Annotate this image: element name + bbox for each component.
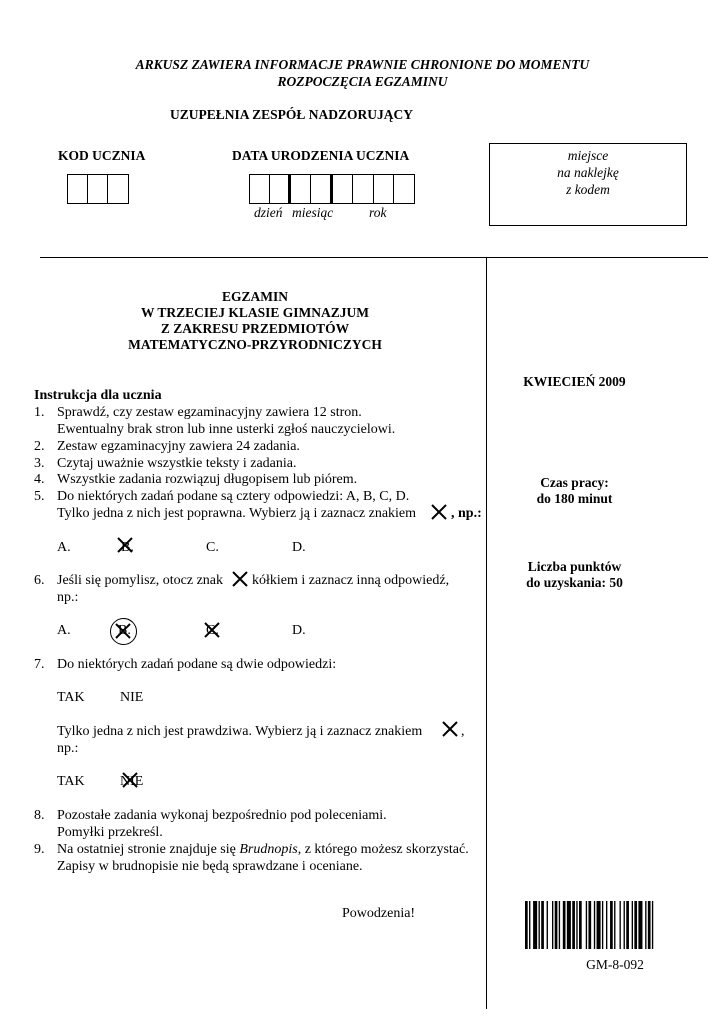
- points-label: Liczba punktów: [527, 559, 622, 574]
- instruction-number: 8.: [34, 808, 45, 823]
- work-time: [487, 475, 662, 507]
- instruction-number: 3.: [34, 456, 45, 471]
- option-d: D.: [292, 540, 306, 555]
- points-info: [487, 559, 662, 591]
- instruction-1b: Ewentualny brak stron lub inne usterki zgłoś nauczycielowi.: [57, 422, 396, 437]
- barcode-bar: [555, 901, 558, 949]
- barcode-bar: [547, 901, 548, 949]
- instruction-number: 7.: [34, 657, 45, 672]
- barcode-bar: [541, 901, 544, 949]
- barcode-bar: [606, 901, 607, 949]
- warning-line1: ARKUSZ ZAWIERA INFORMACJE PRAWNIE CHRONIONE DO MOMENTU: [135, 57, 590, 72]
- barcode-bar: [624, 901, 625, 949]
- barcode-bar: [567, 901, 571, 949]
- barcode-bar: [572, 901, 575, 949]
- option-a: A.: [57, 540, 71, 555]
- instruction-number: 5.: [34, 489, 45, 504]
- barcode-bar: [533, 901, 537, 949]
- barcode-bar: [597, 901, 601, 949]
- barcode-bar: [529, 901, 530, 949]
- sticker-line2: na naklejkę: [557, 165, 619, 180]
- option-nie: NIE: [120, 690, 144, 705]
- date-digit-box[interactable]: [393, 174, 415, 204]
- barcode-bar: [638, 901, 642, 949]
- instruction-9b: Zapisy w brudnopisie nie będą sprawdzane i oceniane.: [57, 859, 363, 874]
- vertical-divider: [486, 257, 487, 1009]
- barcode-bar: [602, 901, 603, 949]
- instruction-9a-start: Na ostatniej stronie znajduje się: [57, 842, 236, 857]
- instruction-7b: Tylko jedna z nich jest prawdziwa. Wybierz ją i zaznacz znakiem: [57, 724, 423, 739]
- barcode-bar: [610, 901, 613, 949]
- exam-title-line1: EGZAMIN: [221, 289, 288, 304]
- barcode-bar: [586, 901, 587, 949]
- date-separator: [330, 174, 333, 204]
- instruction-5b-end: , np.:: [451, 506, 482, 521]
- date-digit-box[interactable]: [269, 174, 290, 204]
- instruction-3: Czytaj uważnie wszystkie teksty i zadania.: [57, 456, 297, 471]
- code-digit-box[interactable]: [67, 174, 88, 204]
- birth-date-label: DATA URODZENIA UCZNIA: [232, 148, 410, 163]
- instruction-8b: Pomyłki przekreśl.: [57, 825, 163, 840]
- exam-title-line3: Z ZAKRESU PRZEDMIOTÓW: [160, 321, 350, 336]
- instruction-6b: np.:: [57, 590, 79, 605]
- barcode-code: GM-8-092: [586, 957, 644, 972]
- instruction-number: 2.: [34, 439, 45, 454]
- horizontal-divider: [40, 257, 708, 258]
- barcode-bar: [579, 901, 582, 949]
- barcode-bar: [563, 901, 566, 949]
- instruction-number: 9.: [34, 842, 45, 857]
- barcode-bar: [588, 901, 591, 949]
- month-label: miesiąc: [292, 205, 334, 220]
- option-c: C.: [206, 540, 219, 555]
- instruction-7c: np.:: [57, 741, 79, 756]
- points-value: do uzyskania: 50: [526, 575, 623, 590]
- option-b: B.: [121, 540, 134, 555]
- warning-header: [0, 56, 725, 90]
- barcode-bar: [652, 901, 653, 949]
- exam-title-line4: MATEMATYCZNO-PRZYRODNICZYCH: [128, 337, 382, 352]
- x-mark-icon: [121, 771, 139, 789]
- x-mark-icon: [203, 621, 221, 639]
- date-digit-box[interactable]: [289, 174, 311, 204]
- year-label: rok: [369, 205, 387, 220]
- barcode-bar: [614, 901, 615, 949]
- barcode-bar: [632, 901, 633, 949]
- instruction-7a: Do niektórych zadań podane są dwie odpowiedzi:: [57, 657, 337, 672]
- instruction-7b-end: ,: [461, 724, 465, 739]
- instruction-9a: [57, 842, 469, 858]
- option-c: C.: [206, 623, 219, 638]
- barcode-bar: [645, 901, 646, 949]
- instruction-number: 6.: [34, 573, 45, 588]
- warning-line2: ROZPOCZĘCIA EGZAMINU: [277, 74, 448, 89]
- x-mark-icon: [441, 720, 459, 738]
- instruction-number: 1.: [34, 405, 45, 420]
- barcode-image: [525, 901, 697, 949]
- brudnopis-word: Brudnopis: [239, 842, 298, 857]
- barcode-bar: [576, 901, 577, 949]
- barcode-bar: [648, 901, 651, 949]
- instruction-9a-end: , z którego możesz skorzystać.: [297, 842, 469, 857]
- good-luck: Powodzenia!: [342, 906, 416, 921]
- date-digit-box[interactable]: [352, 174, 374, 204]
- x-mark-icon: [116, 536, 134, 554]
- date-digit-box[interactable]: [310, 174, 332, 204]
- work-time-label: Czas pracy:: [540, 475, 609, 490]
- instruction-2: Zestaw egzaminacyjny zawiera 24 zadania.: [57, 439, 300, 454]
- instruction-8a: Pozostałe zadania wykonaj bezpośrednio pod poleceniami.: [57, 808, 387, 823]
- exam-title-line2: W TRZECIEJ KLASIE GIMNAZJUM: [141, 305, 369, 320]
- option-tak: TAK: [57, 774, 85, 789]
- instruction-number: 4.: [34, 472, 45, 487]
- barcode-bar: [559, 901, 560, 949]
- exam-title: [40, 289, 470, 353]
- barcode-bars: [525, 901, 697, 949]
- instruction-4: Wszystkie zadania rozwiązuj długopisem lub piórem.: [57, 472, 358, 487]
- code-digit-box[interactable]: [107, 174, 129, 204]
- option-b: B.: [118, 623, 131, 638]
- barcode-bar: [525, 901, 528, 949]
- exam-date: KWIECIEŃ 2009: [523, 374, 626, 389]
- supervisors-label: UZUPEŁNIA ZESPÓŁ NADZORUJĄCY: [170, 107, 414, 122]
- date-digit-box[interactable]: [331, 174, 353, 204]
- x-mark-icon: [231, 570, 249, 588]
- barcode-bar: [634, 901, 637, 949]
- option-nie: NIE: [120, 774, 144, 789]
- sticker-box: [489, 143, 687, 226]
- instructions-heading: Instrukcja dla ucznia: [34, 388, 162, 403]
- option-d: D.: [292, 623, 306, 638]
- instruction-6a-end: kółkiem i zaznacz inną odpowiedź,: [252, 573, 450, 588]
- barcode-bar: [594, 901, 595, 949]
- work-time-value: do 180 minut: [536, 491, 613, 506]
- barcode-bar: [620, 901, 621, 949]
- date-digit-box[interactable]: [373, 174, 394, 204]
- option-a: A.: [57, 623, 71, 638]
- date-digit-box[interactable]: [249, 174, 270, 204]
- barcode-bar: [626, 901, 629, 949]
- option-tak: TAK: [57, 690, 85, 705]
- instruction-5b: Tylko jedna z nich jest poprawna. Wybierz ją i zaznacz znakiem: [57, 506, 417, 521]
- sticker-line3: z kodem: [566, 182, 610, 197]
- barcode-bar: [539, 901, 540, 949]
- day-label: dzień: [254, 205, 283, 220]
- x-mark-icon: [430, 503, 448, 521]
- instruction-1a: Sprawdź, czy zestaw egzaminacyjny zawiera 12 stron.: [57, 405, 362, 420]
- barcode-bar: [552, 901, 553, 949]
- instruction-5a: Do niektórych zadań podane są cztery odpowiedzi: A, B, C, D.: [57, 489, 410, 504]
- student-code-label: KOD UCZNIA: [58, 148, 146, 163]
- date-separator: [288, 174, 291, 204]
- code-digit-box[interactable]: [87, 174, 108, 204]
- instruction-6a-start: Jeśli się pomylisz, otocz znak: [57, 573, 224, 588]
- sticker-line1: miejsce: [567, 148, 609, 163]
- x-mark-icon: [114, 622, 132, 640]
